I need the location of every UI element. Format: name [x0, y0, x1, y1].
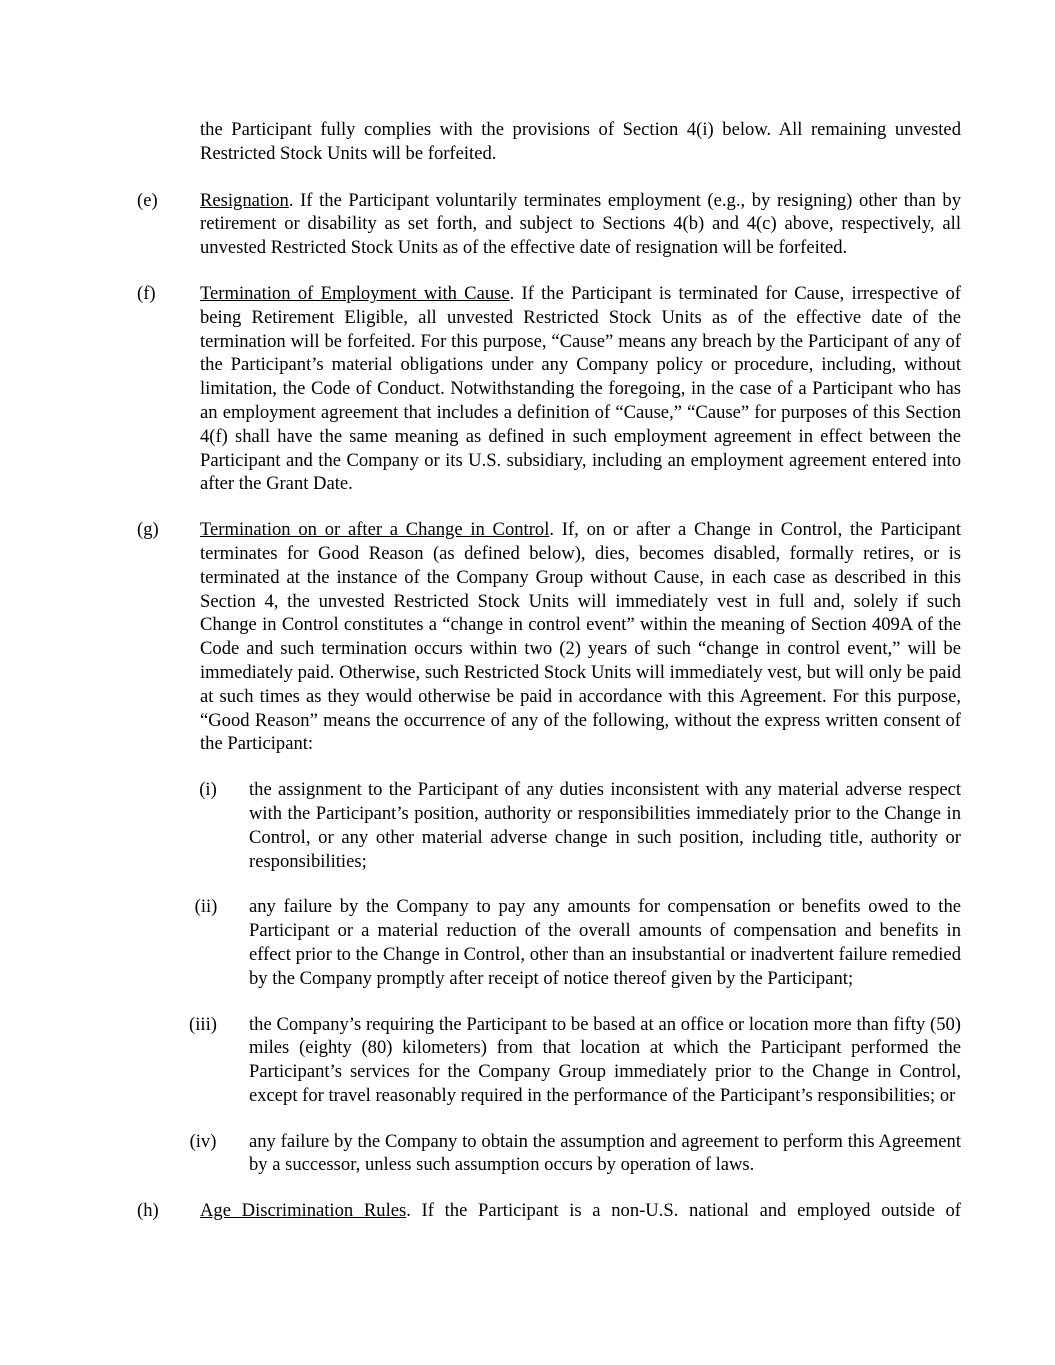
- subitem-label: (i): [199, 779, 217, 801]
- section-label: (f): [137, 282, 156, 304]
- section-label: (e): [137, 189, 158, 211]
- subitem-label: (iv): [189, 1130, 217, 1152]
- subitem-text: any failure by the Company to obtain the assumption and agreement to perform this Agreement by a successor, unless such assumption occurs by operation of laws.: [249, 1130, 961, 1176]
- subitem-i: [0, 778, 1055, 873]
- section-text: . If the Participant is terminated for Cause, irrespective of being Retirement Eligible, all unvested Restricted Stock Units as of the effective date of the termination will be forfeited. For this purpose, “Cause” means any breach by the Participant of any of the Participant’s material obligations under any Company policy or procedure, including, without limitation, the Code of Conduct. Notwithstanding the foregoing, in the case of a Participant who has an employment agreement that includes a definition of “Cause,” “Cause” for purposes of this Section 4(f) shall have the same meaning as defined in such employment agreement in effect between the Participant and the Company or its U.S. subsidiary, including an employment agreement entered into after the Grant Date.: [200, 282, 961, 495]
- document-page: [0, 118, 1055, 1245]
- subitem-text: the assignment to the Participant of any duties inconsistent with any material adverse respect with the Participant’s position, authority or responsibilities immediately prior to the Change in Control, or any other material adverse change in such position, including title, authority or responsibilities;: [249, 779, 961, 872]
- subitem-text: the Company’s requiring the Participant to be based at an office or location more than fifty (50) miles (eighty (80) kilometers) from that location at which the Participant performed the Participant’s services for the Company Group immediately prior to the Change in Control, except for travel reasonably required in the performance of the Participant’s responsibilities; or: [249, 1013, 961, 1106]
- section-heading: Age Discrimination Rules: [200, 1200, 407, 1222]
- section-heading: Resignation: [200, 189, 289, 211]
- section-body: [200, 1199, 961, 1223]
- section-body: [200, 518, 961, 756]
- section-body: [200, 282, 961, 496]
- section-e: [0, 189, 1055, 260]
- section-f: [0, 282, 1055, 496]
- section-text: . If, on or after a Change in Control, the Participant terminates for Good Reason (as defined below), dies, becomes disabled, formally retires, or is terminated at the instance of the Company Group without Cause, in each case as described in this Section 4, the unvested Restricted Stock Units will immediately vest in full and, solely if such Change in Control constitutes a “change in control event” within the meaning of Section 409A of the Code and such termination occurs within two (2) years of such “change in control event,” will be immediately paid. Otherwise, such Restricted Stock Units will immediately vest, but will only be paid at such times as they would otherwise be paid in accordance with this Agreement. For this purpose, “Good Reason” means the occurrence of any of the following, without the express written consent of the Participant:: [200, 519, 961, 755]
- section-h: [0, 1199, 1055, 1223]
- subitem-label: (ii): [194, 896, 218, 918]
- subitem-label: (iii): [189, 1013, 217, 1035]
- section-label: (h): [137, 1200, 159, 1222]
- continuation-paragraph: the Participant fully complies with the provisions of Section 4(i) below. All remaining unvested Restricted Stock Units will be forfeited.: [200, 119, 961, 164]
- section-label: (g): [137, 519, 159, 541]
- section-text: . If the Participant voluntarily terminates employment (e.g., by resigning) other than by retirement or disability as set forth, and subject to Sections 4(b) and 4(c) above, respectively, all unvested Restricted Stock Units as of the effective date of resignation will be forfeited.: [200, 189, 961, 259]
- section-heading: Termination on or after a Change in Control: [200, 519, 550, 541]
- subitem-iv: [0, 1130, 1055, 1178]
- section-g: [0, 518, 1055, 756]
- section-text: . If the Participant is a non-U.S. national and employed outside of: [406, 1200, 961, 1222]
- subitem-text: any failure by the Company to pay any amounts for compensation or benefits owed to the Participant or a material reduction of the overall amounts of compensation and benefits in effect prior to the Change in Control, other than an insubstantial or inadvertent failure remedied by the Company promptly after receipt of notice thereof given by the Participant;: [249, 896, 961, 989]
- subitem-iii: [0, 1013, 1055, 1108]
- section-body: [200, 189, 961, 260]
- section-heading: Termination of Employment with Cause: [200, 282, 510, 304]
- subitem-ii: [0, 895, 1055, 990]
